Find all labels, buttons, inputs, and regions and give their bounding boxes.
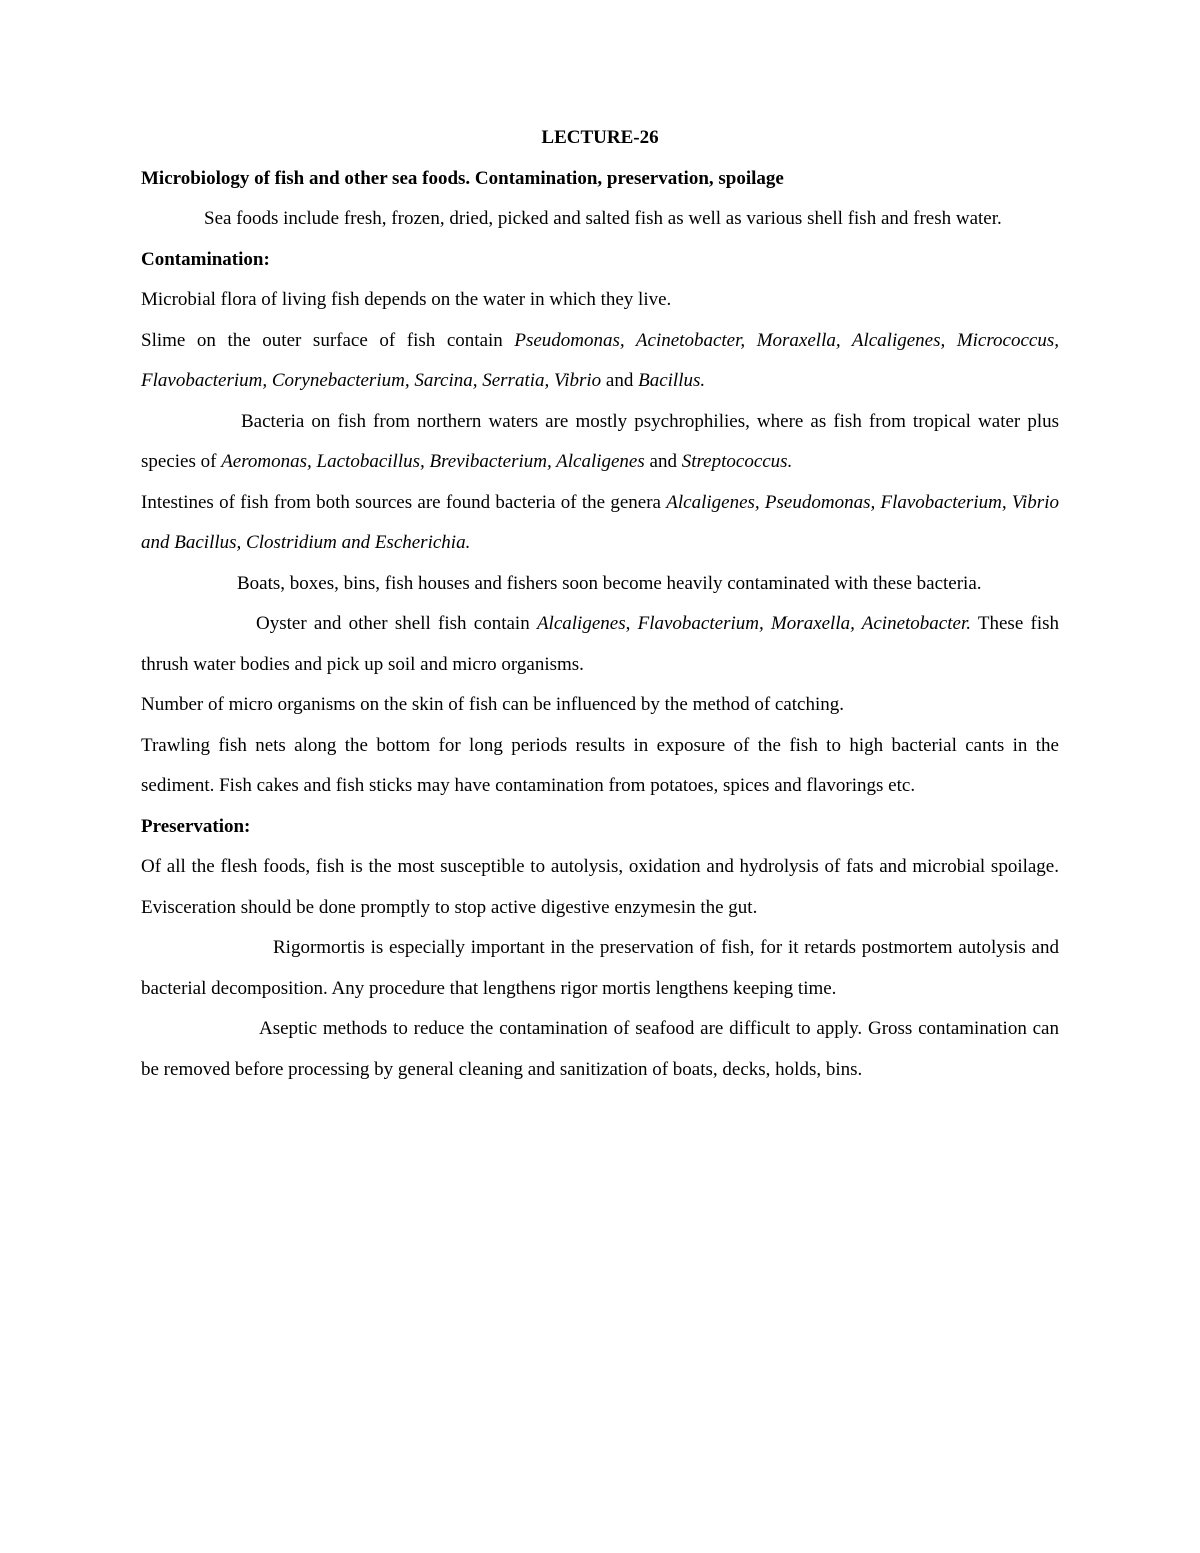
contamination-paragraph-4 <box>141 483 1059 564</box>
document-page <box>141 118 1059 1090</box>
contamination-paragraph-8: Trawling fish nets along the bottom for long periods results in exposure of the fish to high bacterial cants in the sediment. Fish cakes and fish sticks may have contamination from potatoes, spices and flavorings etc. <box>141 734 1059 796</box>
genus-name: Alcaligenes <box>536 613 626 634</box>
preservation-paragraph-1: Of all the flesh foods, fish is the most susceptible to autolysis, oxidation and hydrolysis of fats and microbial spoilage. Evisceration should be done promptly to stop active digestive enzymesin the gut. <box>141 856 1059 918</box>
lecture-subtitle: Microbiology of fish and other sea foods. Contamination, preservation, spoilage <box>141 167 784 189</box>
text-run: and <box>601 370 639 391</box>
genera-list: Flavobacterium, Moraxella, Acinetobacter. <box>637 613 971 634</box>
genus-name: Bacillus. <box>638 370 706 391</box>
text-run: Oyster and other shell fish contain <box>256 613 537 634</box>
genera-list: Aeromonas, Lactobacillus, Brevibacterium, Alcaligenes <box>221 451 645 472</box>
text-run: , <box>625 613 638 634</box>
text-run: Intestines of fish from both sources are found bacteria of the genera <box>141 491 667 513</box>
contamination-paragraph-2 <box>141 321 1059 402</box>
contamination-paragraph-5: Boats, boxes, bins, fish houses and fishers soon become heavily contaminated with these bacteria. <box>237 572 982 594</box>
lecture-title: LECTURE-26 <box>541 127 659 148</box>
text-run: Bacteria on fish from northern waters are mostly psychrophilies, where as fish from tropical water plus species of <box>141 410 1059 472</box>
genera-list: Alcaligenes, Pseudomonas, Flavobacterium, Vibrio and Bacillus, Clostridium and Escherichia. <box>141 491 1059 553</box>
genera-list: Pseudomonas, Acinetobacter, Moraxella, Alcaligenes, Micrococcus, Flavobacterium, Corynebacterium, Sarcina, Serratia, Vibrio <box>141 329 1059 391</box>
text-run: and <box>644 451 682 472</box>
intro-paragraph: Sea foods include fresh, frozen, dried, picked and salted fish as well as various shell fish and fresh water. <box>204 208 1002 229</box>
preservation-paragraph-3: Aseptic methods to reduce the contamination of seafood are difficult to apply. Gross contamination can be removed before processing by general cleaning and sanitization of boats, decks, holds, bins. <box>141 1018 1059 1080</box>
contamination-paragraph-1: Microbial flora of living fish depends on the water in which they live. <box>141 289 672 310</box>
contamination-heading: Contamination: <box>141 248 270 270</box>
text-run: Slime on the outer surface of fish contain <box>141 329 515 351</box>
text-run: These fish thrush water bodies and pick up soil and micro organisms. <box>141 613 1060 675</box>
contamination-paragraph-7: Number of micro organisms on the skin of fish can be influenced by the method of catching. <box>141 694 844 715</box>
preservation-paragraph-2: Rigormortis is especially important in the preservation of fish, for it retards postmortem autolysis and bacterial decomposition. Any procedure that lengthens rigor mortis lengthens keeping time. <box>141 937 1059 999</box>
contamination-paragraph-6 <box>141 604 1059 685</box>
preservation-heading: Preservation: <box>141 815 251 837</box>
genus-name: Streptococcus. <box>681 451 793 472</box>
contamination-paragraph-3 <box>141 402 1059 483</box>
